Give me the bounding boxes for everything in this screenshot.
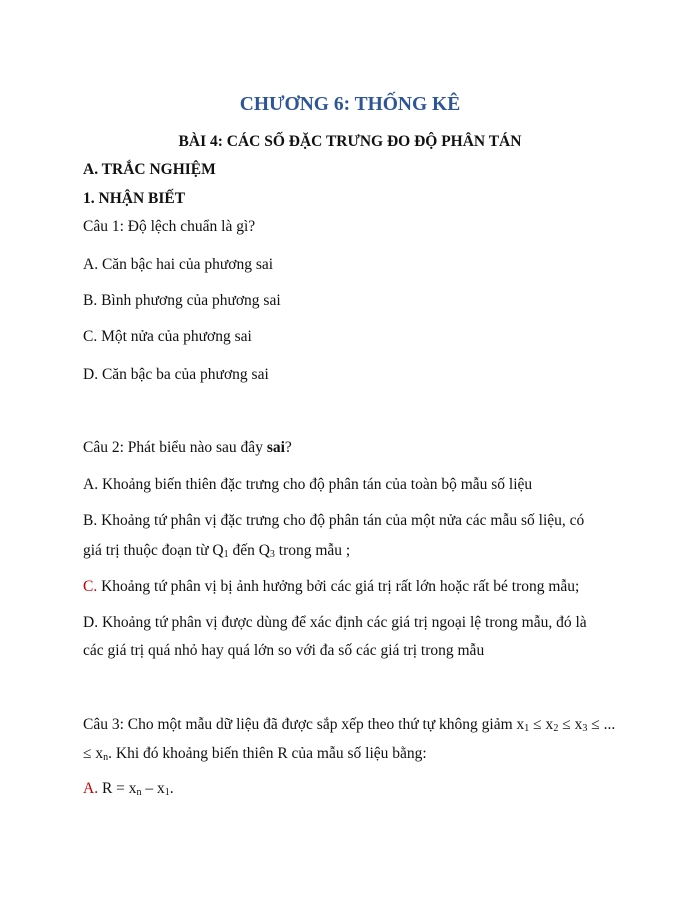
q3-a-text-1: R = x: [98, 780, 137, 797]
q2-question-emphasis: sai: [266, 439, 285, 456]
q3-text-1: Câu 3: Cho một mẫu dữ liệu đã được sắp xếp theo thứ tự không giảm x: [83, 716, 525, 733]
q2-question-suffix: ?: [284, 439, 292, 456]
q2-option-b-line2: [83, 542, 350, 560]
q2-option-b-line1: B. Khoảng tứ phân vị đặc trưng cho độ phân tán của một nửa các mẫu số liệu, có: [83, 512, 585, 529]
q2-option-c: [83, 578, 579, 596]
q3-a-text-2: – x: [141, 780, 165, 797]
q3-a-sub-n: n: [136, 787, 142, 798]
q3-sub-n: n: [103, 752, 109, 763]
q3-text-4: . Khi đó khoảng biến thiên R của mẫu số liệu bằng:: [108, 745, 427, 762]
question-2: [83, 439, 292, 457]
q3-sub-3: 3: [582, 723, 588, 734]
section-heading-a: A. TRẮC NGHIỆM: [83, 161, 216, 178]
q3-a-text-3: .: [169, 780, 174, 797]
q2-b-text-3: trong mẫu ;: [274, 542, 351, 559]
q3-text-3: ≤ x: [83, 745, 104, 762]
q2-question-prefix: Câu 2: Phát biểu nào sau đây: [83, 439, 267, 456]
q3-a-answer-marker: A.: [83, 780, 99, 797]
q3-le-2: ≤ x: [558, 716, 583, 733]
q2-c-text: Khoảng tứ phân vị bị ảnh hưởng bởi các giá trị rất lớn hoặc rất bé trong mẫu;: [97, 578, 580, 595]
section-heading-1: 1. NHẬN BIẾT: [83, 190, 186, 207]
question-3-line1: [83, 716, 615, 734]
q3-sub-1: 1: [524, 723, 530, 734]
q1-option-a: A. Căn bậc hai của phương sai: [83, 256, 274, 273]
chapter-title: CHƯƠNG 6: THỐNG KÊ: [239, 94, 461, 115]
q2-option-a: A. Khoảng biến thiên đặc trưng cho độ phân tán của toàn bộ mẫu số liệu: [83, 476, 533, 493]
q2-b-sub-1: 1: [223, 549, 229, 560]
q1-option-c: C. Một nửa của phương sai: [83, 328, 252, 345]
question-3-line2: [83, 745, 427, 763]
q2-option-d-line1: D. Khoảng tứ phân vị được dùng để xác định các giá trị ngoại lệ trong mẫu, đó là: [83, 614, 587, 631]
q3-sub-2: 2: [553, 723, 559, 734]
q3-a-sub-1: 1: [164, 787, 170, 798]
lesson-title: BÀI 4: CÁC SỐ ĐẶC TRƯNG ĐO ĐỘ PHÂN TÁN: [178, 133, 522, 150]
q2-b-text-1: giá trị thuộc đoạn từ Q: [83, 542, 224, 559]
q1-option-d: D. Căn bậc ba của phương sai: [83, 366, 269, 383]
q2-b-text-2: đến Q: [228, 542, 270, 559]
q3-text-2: ≤ ...: [587, 716, 616, 733]
question-1: Câu 1: Độ lệch chuẩn là gì?: [83, 218, 256, 235]
q3-option-a: [83, 780, 174, 798]
q2-c-answer-marker: C.: [83, 578, 98, 595]
q3-le-1: ≤ x: [529, 716, 554, 733]
q1-option-b: B. Bình phương của phương sai: [83, 292, 281, 309]
q2-b-sub-3: 3: [269, 549, 275, 560]
q2-option-d-line2: các giá trị quá nhỏ hay quá lớn so với đa số các giá trị trong mẫu: [83, 642, 485, 659]
